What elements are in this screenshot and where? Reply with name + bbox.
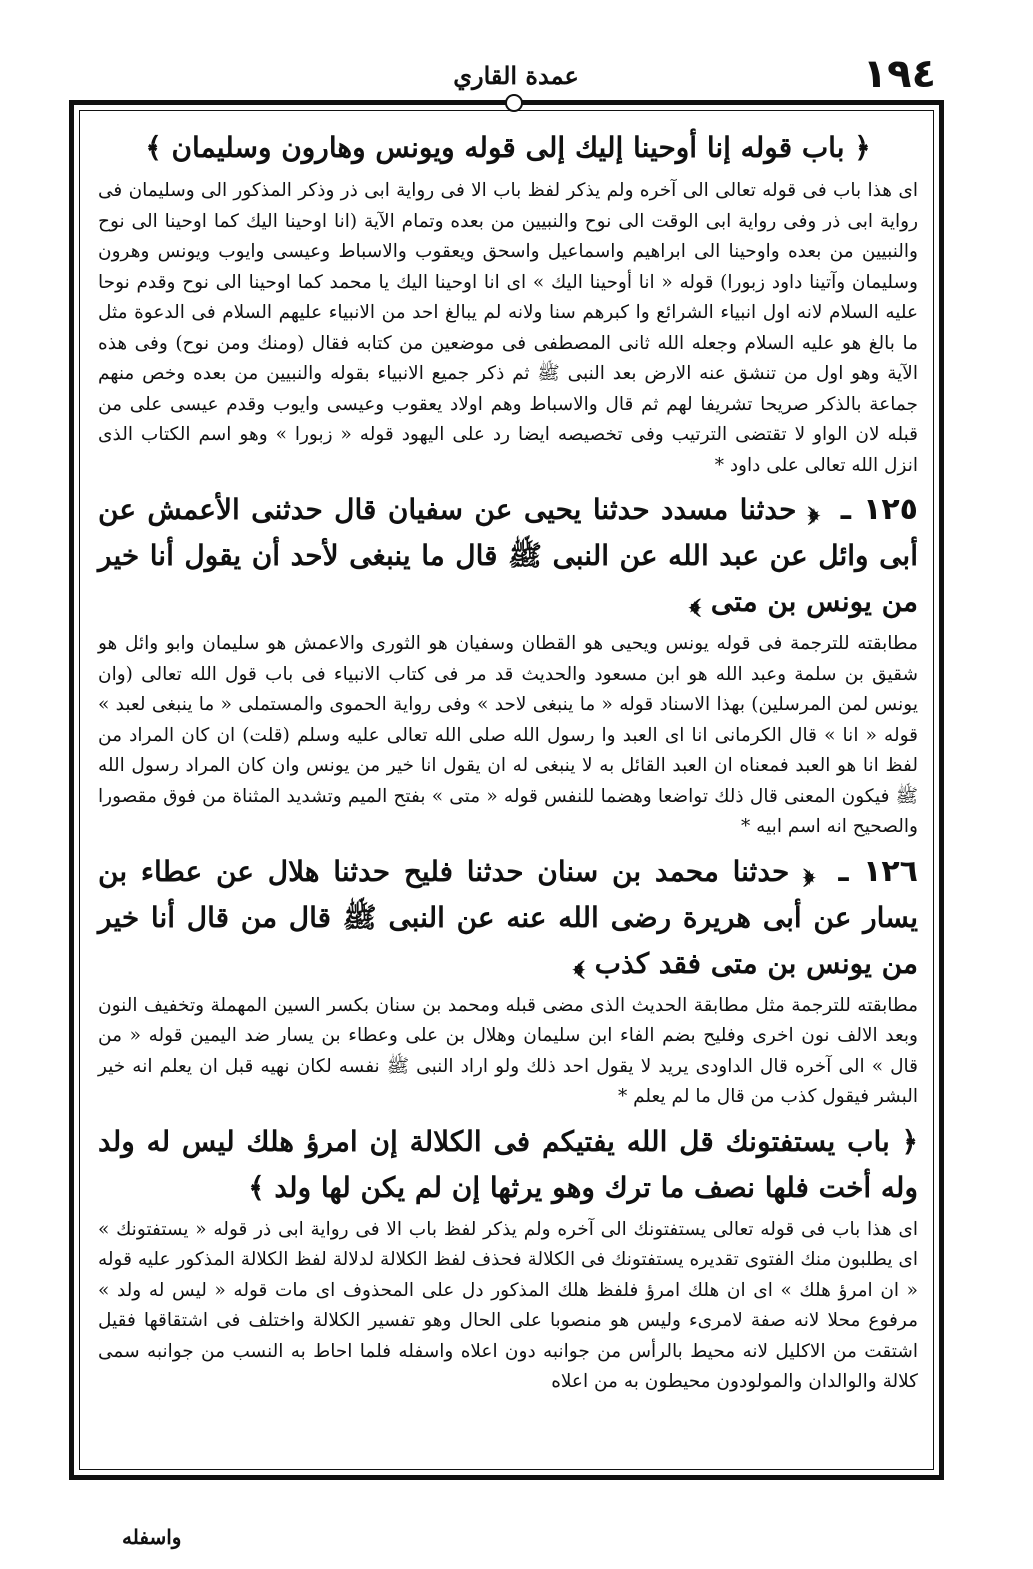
catchword: واسفله [122, 1525, 182, 1549]
commentary-paragraph: مطابقته للترجمة مثل مطابقة الحديث الذى مضى قبله ومحمد بن سنان بكسر السين المهملة وتخفيف النون وبعد الالف نون اخرى وفليح بضم الفاء ابن سليمان وهلال بن على وعطاء بن يسار ضد اليمين قوله « من قال » الى آخره قال الداودى يريد لا يقول احد ذلك ولو اراد النبى ﷺ نفسه لكان نهيه قبل ان يعلم انه خير البشر فيقول كذب من قال ما لم يعلم * [98, 994, 918, 1107]
running-title: عمدة القاري [453, 61, 579, 90]
hadith-number: ١٢٥ ـ [840, 492, 918, 527]
page-number: ١٩٤ [862, 51, 936, 97]
hadith-body: ﴿ حدثنا محمد بن سنان حدثنا فليح حدثنا هلال عن عطاء بن يسار عن أبى هريرة رضى الله عنه عن النبى ﷺ قال من قال أنا خير من يونس بن متى فقد كذب ﴾ [98, 854, 918, 980]
chapter-heading: ﴿ باب قوله إنا أوحينا إليك إلى قوله ويونس وهارون وسليمان ﴾ [145, 131, 871, 164]
commentary-paragraph: اى هذا باب فى قوله تعالى الى آخره ولم يذكر لفظ باب الا فى رواية ابى ذر وذكر المذكور الى وسليمان فى رواية ابى ذر وفى رواية ابى الوقت الى نوح والنبيين من بعده وتمام الآية (انا اوحينا اليك كما اوحينا الى نوح والنبيين من بعده واوحينا الى ابراهيم واسماعيل واسحق ويعقوب والاسباط وعيسى وايوب ويونس وهرون وسليمان وآتينا داود زبورا) قوله « انا أوحينا اليك » اى انا اوحينا اليك يا محمد كما اوحينا الى نوح وقدم نوحا عليه السلام لانه اول انبياء الشرائع وا كبرهم سنا ولانه لم يبالغ احد من الانبياء عليهم السلام فى الدعوة مثل ما بالغ هو عليه السلام وجعله الله ثانى المصطفى فى موضعين من كتابه فقال (ومنك ومن نوح) وفى هذه الآية وهو اول من تنشق عنه الارض بعد النبى ﷺ ثم ذكر جميع الانبياء بقوله والنبيين من بعده وخص منهم جماعة بالذكر صريحا تشريفا لهم ثم قال والاسباط وهم اولاد يعقوب وعيسى وايوب وقدم عيسى على من قبله لان الواو لا تقتضى الترتيب وفى تخصيصه ايضا رد على اليهود قوله « زبورا » وهو اسم الكتاب الذى انزل الله تعالى على داود * [98, 180, 918, 476]
commentary-paragraph: اى هذا باب فى قوله تعالى يستفتونك الى آخره ولم يذكر لفظ باب الا فى رواية ابى ذر قوله « يستفتونك » اى يطلبون منك الفتوى تقديره يستفتونك فى الكلالة فحذف لفظ الكلالة لدلالة لفظ الكلالة المذكور عليه قوله « ان امرؤ هلك » اى ان هلك امرؤ فلفظ هلك المذكور دل على المحذوف اى مات قوله « ليس له ولد » مرفوع محلا لانه صفة لامرىء وليس هو منصوبا على الحال وهو تفسير الكلالة واختلف فى اشتقاقها فقيل اشتقت من الاكليل لانه محيط بالرأس من جوانبه دون اعلاه واسفله فلما احاط به النسب من جوانبه سمى كلالة والوالدان والمولودون محيطون به من اعلاه [98, 1218, 918, 1392]
hadith-text [98, 849, 918, 987]
commentary-paragraph: مطابقته للترجمة فى قوله يونس ويحيى هو القطان وسفيان هو الثورى والاعمش هو سليمان وابو وائل هو شقيق بن سلمة وعبد الله هو ابن مسعود والحديث قد مر فى كتاب الانبياء فى باب قول الله تعالى (وان يونس لمن المرسلين) بهذا الاسناد قوله « ما ينبغى لاحد » وفى رواية الحموى والمستملى « ما ينبغى لعبد » قوله « انا » قال الكرمانى انا اى العبد وا رسول الله صلى الله تعالى عليه وسلم (قلت) ان كان المراد من لفظ انا هو العبد فمعناه ان العبد القائل به لا ينبغى له ان يقول انا خير من يونس وان كان المراد رسول الله ﷺ فيكون المعنى قال ذلك تواضعا وهضما للنفس قوله « متى » بفتح الميم وتشديد المثناة من فوق مقصورا والصحيح انه اسم ابيه * [98, 633, 918, 837]
hadith-number: ١٢٦ ـ [838, 853, 918, 889]
text-block [98, 124, 918, 1404]
page-header [96, 50, 936, 100]
chapter-heading: ﴿ باب يستفتونك قل الله يفتيكم فى الكلالة إن امرؤ هلك ليس له ولد وله أخت فلها نصف ما ترك وهو يرثها إن لم يكن لها ولد ﴾ [98, 1124, 919, 1204]
hadith-body: ﴿ حدثنا مسدد حدثنا يحيى عن سفيان قال حدثنى الأعمش عن أبى وائل عن عبد الله عن النبى ﷺ قال ما ينبغى لأحد أن يقول أنا خير من يونس بن متى ﴾ [98, 493, 918, 618]
hadith-text [98, 487, 918, 625]
border-ornament-icon [505, 94, 523, 112]
